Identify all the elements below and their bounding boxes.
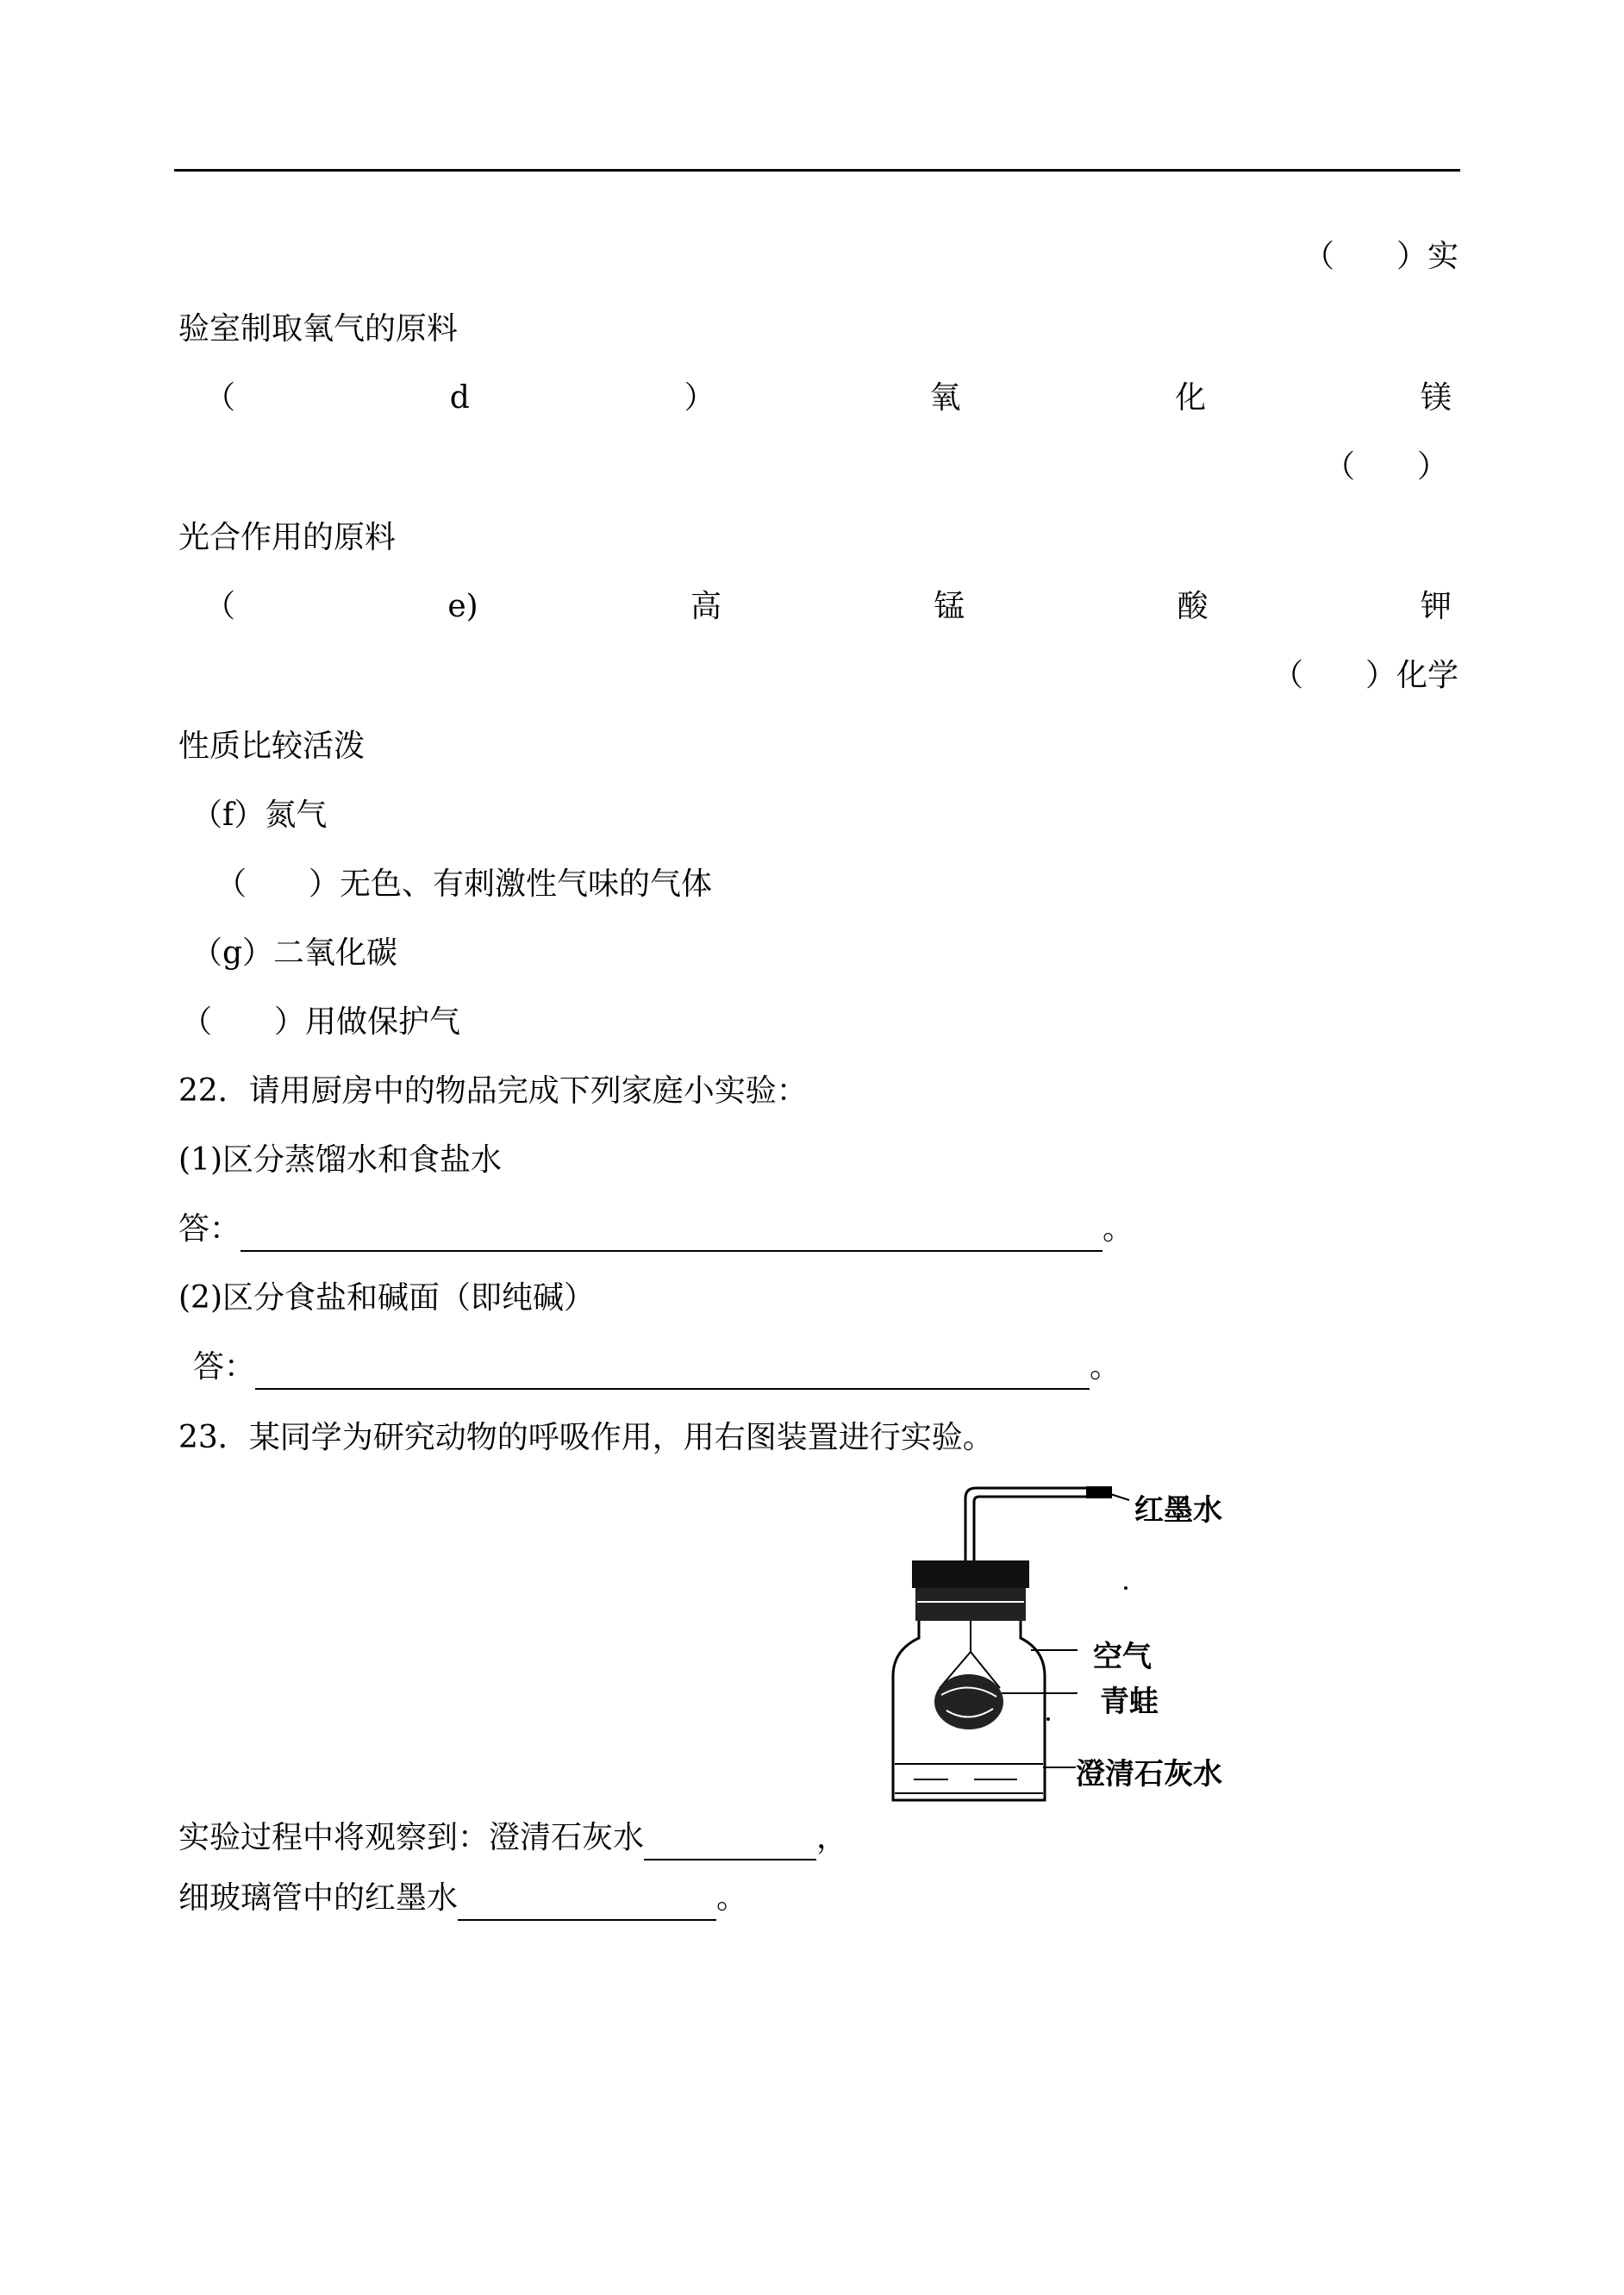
char-2: 化 (1175, 380, 1207, 416)
q22-answer1-row (178, 1207, 1458, 1252)
answer-label: 答： (178, 1211, 241, 1247)
label-frog: 青蛙 (1100, 1685, 1159, 1719)
option-letter-e: e) (447, 589, 478, 624)
label-limewater: 澄清石灰水 (1076, 1757, 1222, 1792)
item-line-4: （ ） (1323, 449, 1448, 485)
answer1-blank[interactable] (240, 1216, 1102, 1252)
paren-open: （ (204, 589, 236, 624)
char-3: 镁 (1420, 380, 1452, 416)
option-letter-d: d (449, 380, 470, 416)
speck (1124, 1586, 1127, 1590)
red-ink-blank[interactable] (458, 1885, 716, 1921)
top-rule (174, 169, 1460, 172)
paren-close: ） (684, 380, 715, 416)
char-4: 钾 (1420, 589, 1452, 624)
observe-prefix: 实验过程中将观察到：澄清石灰水 (178, 1820, 645, 1855)
speck (1046, 1717, 1050, 1721)
q22-part2: (2)区分食盐和碱面（即纯碱） (178, 1280, 595, 1316)
q23-observe-row-2 (178, 1876, 1458, 1921)
observe-mid: ， (816, 1820, 848, 1855)
answer-label: 答： (193, 1349, 256, 1385)
item-line-11: （g）二氧化碳 (191, 935, 398, 971)
item-line-1: （ ）实 (1302, 239, 1458, 274)
item-line-9: （f）氮气 (191, 797, 328, 833)
stopper-bottom (915, 1588, 1026, 1621)
item-line-2: 验室制取氧气的原料 (178, 311, 459, 347)
observe-line2: 细玻璃管中的红墨水 (178, 1880, 459, 1916)
item-line-7: （ ）化学 (1271, 658, 1458, 693)
label-air: 空气 (1093, 1640, 1152, 1674)
label-red-ink: 红墨水 (1134, 1493, 1222, 1528)
char-1: 氧 (929, 380, 961, 416)
answer2-blank[interactable] (255, 1354, 1090, 1390)
q23-observe-row-1 (178, 1816, 1458, 1860)
limewater-blank[interactable] (644, 1824, 816, 1860)
item-line-5: 光合作用的原料 (178, 520, 397, 555)
item-line-3 (178, 376, 1458, 421)
q22-title: 22．请用厨房中的物品完成下列家庭小实验： (178, 1073, 808, 1109)
item-line-12: （ ）用做保护气 (181, 1004, 461, 1040)
q22-part1: (1)区分蒸馏水和食盐水 (178, 1142, 502, 1178)
answer-end: 。 (1090, 1349, 1121, 1385)
stopper-top (912, 1560, 1029, 1588)
char-3: 酸 (1177, 589, 1209, 624)
q23-title: 23．某同学为研究动物的呼吸作用，用右图装置进行实验。 (178, 1420, 994, 1455)
item-line-8: 性质比较活泼 (178, 729, 365, 764)
respiration-apparatus-figure (879, 1481, 1259, 1809)
observe-end: 。 (716, 1880, 748, 1916)
answer-end: 。 (1102, 1211, 1134, 1247)
frog (934, 1674, 1003, 1729)
paren-open: （ (204, 380, 236, 416)
item-line-6 (178, 585, 1458, 629)
q22-answer2-row (193, 1345, 1473, 1390)
red-ink-drop (1086, 1486, 1112, 1498)
char-2: 锰 (934, 589, 965, 624)
char-1: 高 (690, 589, 722, 624)
item-line-10: （ ）无色、有刺激性气味的气体 (215, 866, 713, 902)
